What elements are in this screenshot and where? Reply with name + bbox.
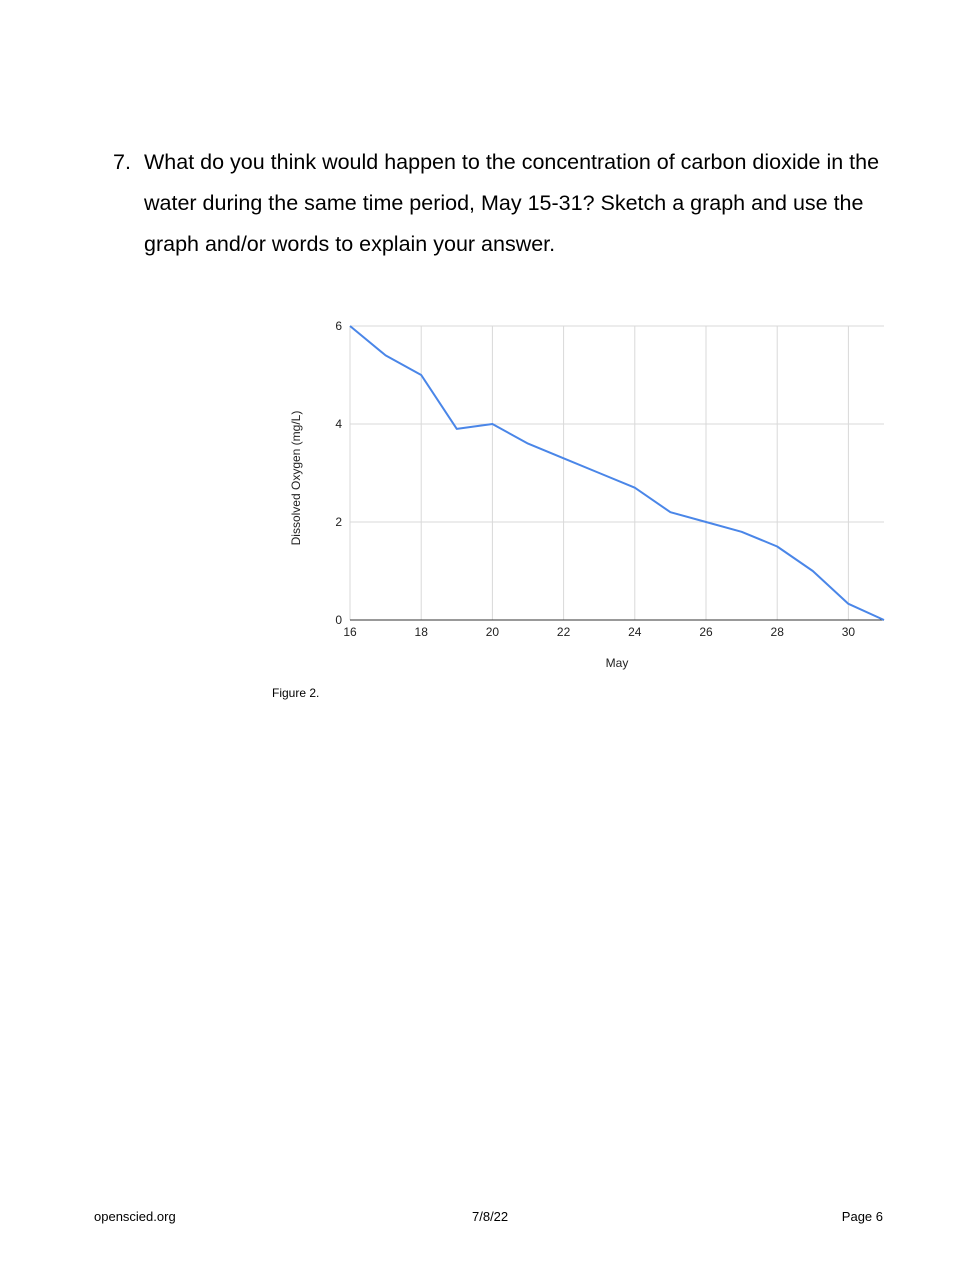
footer-page: Page 6 — [841, 1209, 883, 1224]
x-tick-label: 24 — [628, 625, 642, 639]
y-tick-label: 6 — [335, 319, 342, 333]
y-tick-label: 2 — [335, 515, 342, 529]
y-tick-label: 0 — [335, 613, 342, 627]
footer-site: openscied.org — [94, 1209, 176, 1224]
figure-caption: Figure 2. — [272, 686, 320, 700]
x-tick-label: 16 — [343, 625, 357, 639]
question-text: What do you think would happen to the concentration of carbon dioxide in the water during the same time period, May 15-31? Sketch a graph and use the graph and/or words to explain your answer. — [144, 150, 880, 256]
x-tick-label: 30 — [841, 625, 856, 639]
question-number: 7. — [113, 150, 131, 174]
question-7 — [113, 142, 903, 265]
y-tick-label: 4 — [335, 417, 342, 431]
footer-date: 7/8/22 — [472, 1209, 509, 1224]
y-axis-title: Dissolved Oxygen (mg/L) — [289, 410, 303, 546]
x-tick-label: 28 — [770, 625, 784, 639]
x-tick-label: 26 — [699, 625, 713, 639]
x-tick-label: 20 — [485, 625, 500, 639]
series-line — [350, 326, 884, 620]
x-tick-label: 22 — [556, 625, 571, 639]
x-tick-label: 18 — [414, 625, 428, 639]
x-axis-title: May — [605, 656, 629, 670]
